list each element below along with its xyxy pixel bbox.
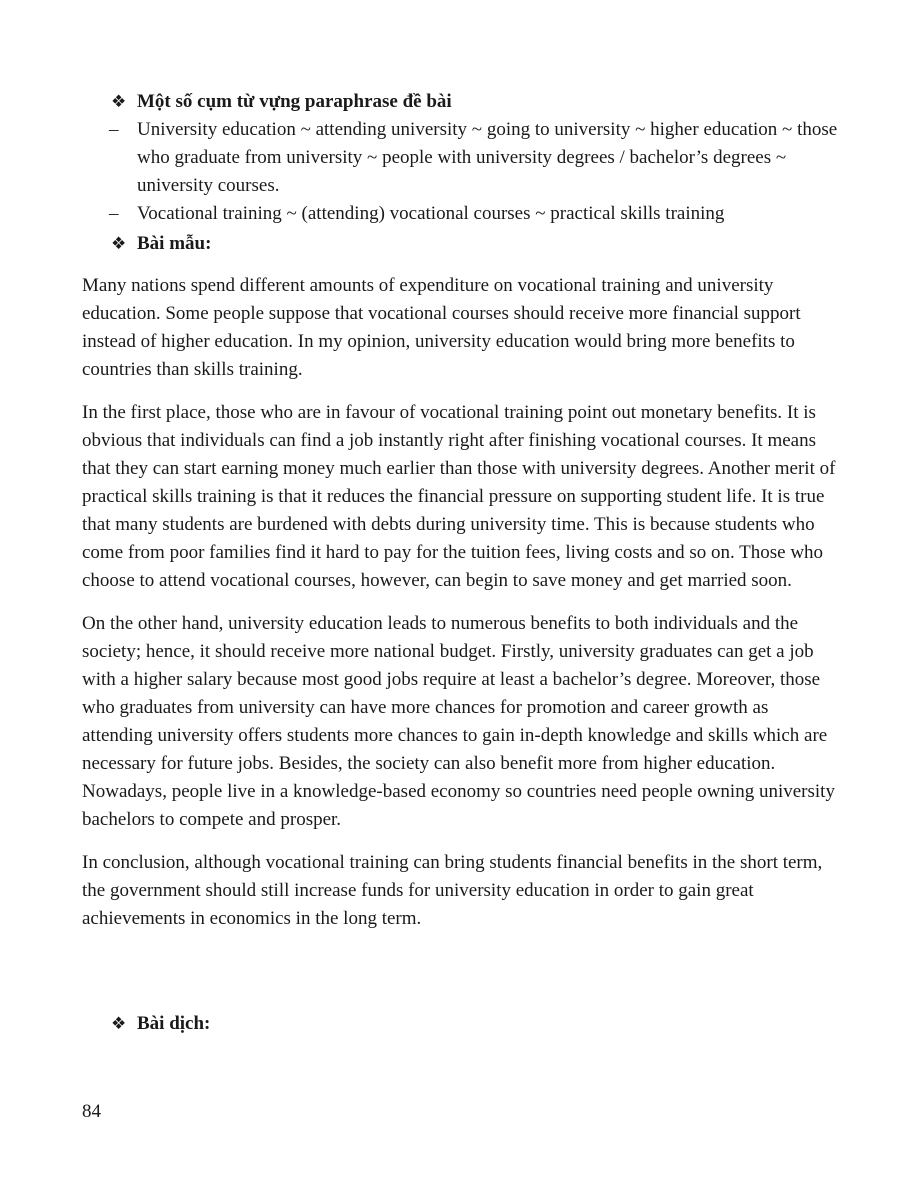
vocab-heading [111,88,452,116]
essay-body [82,272,837,948]
sample-heading [111,230,211,258]
essay-paragraph-body-2: On the other hand, university education leads to numerous benefits to both individuals and the society; hence, it should receive more national budget. Firstly, university graduates can get a job with a higher salary because most good jobs require at least a bachelor’s degree. Moreover, those who graduates from university can have more chances for promotion and career growth as attending university offers students more chances to gain in-depth knowledge and skills which are necessary for future jobs. Besides, the society can also benefit more from higher education. Nowadays, people live in a knowledge-based economy so countries need people owning university bachelors to compete and prosper. [82,613,835,830]
essay-paragraph-conclusion: In conclusion, although vocational training can bring students financial benefits in the short term, the government should still increase funds for university education in order to gain great achievements in economics in the long term. [82,852,823,929]
vocab-heading-text: Một số cụm từ vựng paraphrase đề bài [137,91,452,112]
diamond-bullet-icon: ❖ [111,1014,127,1033]
dash-bullet: – [109,119,119,140]
vocab-item [109,200,849,228]
essay-paragraph-body-1: In the first place, those who are in favour of vocational training point out monetary benefits. It is obvious that individuals can find a job instantly right after finishing vocational courses. It means that they can start earning money much earlier than those with university degrees. Another merit of practical skills training is that it reduces the financial pressure on supporting student life. It is true that many students are burdened with debts during university time. This is because students who come from poor families find it hard to pay for the tuition fees, living costs and so on. Those who choose to attend vocational courses, however, can begin to save money and get married soon. [82,402,836,591]
diamond-bullet-icon: ❖ [111,92,127,111]
translation-heading-text: Bài dịch: [137,1013,211,1034]
page-number: 84 [82,1101,101,1122]
vocab-item [109,116,849,200]
vocab-item-text: University education ~ attending university ~ going to university ~ higher education ~ those who graduate from university ~ people with university degrees / bachelor’s degrees ~ university courses. [137,119,838,196]
translation-heading [111,1010,210,1038]
vocab-item-text: Vocational training ~ (attending) vocational courses ~ practical skills training [137,203,725,224]
essay-paragraph-intro: Many nations spend different amounts of expenditure on vocational training and university education. Some people suppose that vocational courses should receive more financial support instead of higher education. In my opinion, university education would bring more benefits to countries than skills training. [82,275,801,380]
sample-heading-text: Bài mẫu: [137,233,212,254]
dash-bullet: – [109,203,119,224]
vocab-list [109,116,849,228]
diamond-bullet-icon: ❖ [111,234,127,253]
